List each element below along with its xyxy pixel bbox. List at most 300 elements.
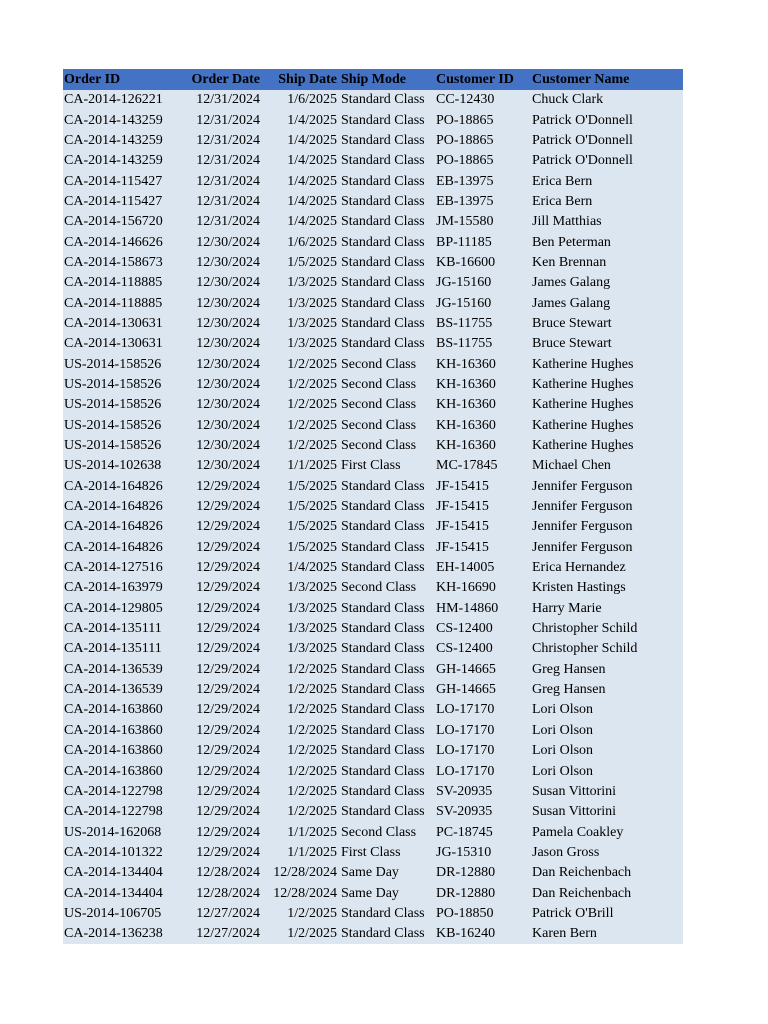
order-id-cell[interactable]: CA-2014-143259 xyxy=(64,132,163,148)
order-date-cell[interactable]: 12/30/2024 xyxy=(196,458,260,474)
customer-id-cell[interactable]: JF-15415 xyxy=(436,519,489,535)
order-id-cell[interactable]: CA-2014-130631 xyxy=(64,336,163,352)
order-id-cell[interactable]: CA-2014-163860 xyxy=(64,743,163,759)
customer-name-cell[interactable]: Bruce Stewart xyxy=(532,336,612,352)
ship-date-cell[interactable]: 1/5/2025 xyxy=(287,539,337,555)
order-date-cell[interactable]: 12/29/2024 xyxy=(196,600,260,616)
ship-mode-cell[interactable]: Standard Class xyxy=(341,254,425,270)
ship-date-cell[interactable]: 1/3/2025 xyxy=(287,275,337,291)
ship-date-cell[interactable]: 1/2/2025 xyxy=(287,376,337,392)
table-row xyxy=(63,131,683,151)
ship-date-cell[interactable]: 1/4/2025 xyxy=(287,132,337,148)
customer-id-cell[interactable]: LO-17170 xyxy=(436,743,495,759)
order-id-cell[interactable]: CA-2014-158673 xyxy=(64,254,163,270)
customer-name-cell[interactable]: Christopher Schild xyxy=(532,641,638,657)
ship-date-cell[interactable]: 12/28/2024 xyxy=(273,885,337,901)
customer-id-cell[interactable]: LO-17170 xyxy=(436,763,495,779)
table-row xyxy=(63,782,683,802)
customer-name-cell[interactable]: Jennifer Ferguson xyxy=(532,478,633,494)
order-date-cell[interactable]: 12/31/2024 xyxy=(196,92,260,108)
customer-name-cell[interactable]: Ken Brennan xyxy=(532,254,607,270)
customer-name-cell[interactable]: Jennifer Ferguson xyxy=(532,539,633,555)
customer-id-cell[interactable]: CS-12400 xyxy=(436,641,493,657)
order-date-cell[interactable]: 12/31/2024 xyxy=(196,214,260,230)
ship-mode-cell[interactable]: Standard Class xyxy=(341,783,425,799)
order-date-cell[interactable]: 12/30/2024 xyxy=(196,275,260,291)
ship-mode-cell[interactable]: Second Class xyxy=(341,580,417,596)
ship-date-cell[interactable]: 1/1/2025 xyxy=(287,458,337,474)
ship-mode-cell[interactable]: Standard Class xyxy=(341,682,425,698)
ship-date-cell[interactable]: 1/5/2025 xyxy=(287,478,337,494)
order-date-cell[interactable]: 12/29/2024 xyxy=(196,844,260,860)
customer-id-cell[interactable]: EH-14005 xyxy=(436,560,495,576)
ship-date-cell[interactable]: 1/2/2025 xyxy=(287,905,337,921)
order-date-cell[interactable]: 12/30/2024 xyxy=(196,336,260,352)
order-id-cell[interactable]: CA-2014-164826 xyxy=(64,478,163,494)
customer-name-cell[interactable]: Lori Olson xyxy=(532,763,594,779)
table-row xyxy=(63,273,683,293)
table-row xyxy=(63,863,683,883)
ship-date-cell[interactable]: 1/5/2025 xyxy=(287,254,337,270)
order-id-cell[interactable]: CA-2014-115427 xyxy=(64,193,163,209)
customer-id-cell[interactable]: DR-12880 xyxy=(436,885,496,901)
table-row xyxy=(63,741,683,761)
customer-name-cell[interactable]: Christopher Schild xyxy=(532,621,638,637)
order-id-cell[interactable]: CA-2014-129805 xyxy=(64,600,163,616)
table-row xyxy=(63,599,683,619)
customer-id-cell[interactable]: LO-17170 xyxy=(436,702,495,718)
customer-name-cell[interactable]: Lori Olson xyxy=(532,722,594,738)
table-row xyxy=(63,436,683,456)
order-date-cell[interactable]: 12/31/2024 xyxy=(196,193,260,209)
order-id-cell[interactable]: CA-2014-164826 xyxy=(64,519,163,535)
table-row xyxy=(63,314,683,334)
customer-name-cell[interactable]: Michael Chen xyxy=(532,458,611,474)
customer-name-cell[interactable]: Harry Marie xyxy=(532,600,602,616)
customer-name-cell[interactable]: Dan Reichenbach xyxy=(532,865,632,881)
table-row xyxy=(63,822,683,842)
ship-mode-cell[interactable]: Standard Class xyxy=(341,539,425,555)
customer-id-cell[interactable]: KH-16360 xyxy=(436,438,496,454)
order-id-cell[interactable]: CA-2014-136539 xyxy=(64,661,163,677)
customer-id-cell[interactable]: PO-18865 xyxy=(436,132,494,148)
customer-name-cell[interactable]: Jason Gross xyxy=(532,844,600,860)
customer-name-cell[interactable]: Katherine Hughes xyxy=(532,397,634,413)
customer-name-cell[interactable]: Katherine Hughes xyxy=(532,376,634,392)
ship-mode-cell[interactable]: Second Class xyxy=(341,824,417,840)
table-row xyxy=(63,477,683,497)
table-row xyxy=(63,558,683,578)
orders-table xyxy=(63,69,683,944)
order-id-cell[interactable]: CA-2014-156720 xyxy=(64,214,163,230)
order-date-cell[interactable]: 12/27/2024 xyxy=(196,905,260,921)
customer-name-cell[interactable]: Pamela Coakley xyxy=(532,824,624,840)
ship-mode-cell[interactable]: Standard Class xyxy=(341,702,425,718)
table-row xyxy=(63,517,683,537)
ship-mode-cell[interactable]: Standard Class xyxy=(341,722,425,738)
order-id-cell[interactable]: CA-2014-163860 xyxy=(64,722,163,738)
customer-name-cell[interactable]: Erica Bern xyxy=(532,173,593,189)
customer-name-cell[interactable]: Dan Reichenbach xyxy=(532,885,632,901)
customer-id-cell[interactable]: JM-15580 xyxy=(436,214,494,230)
header-order-date[interactable]: Order Date xyxy=(191,71,260,87)
header-customer-name[interactable]: Customer Name xyxy=(532,71,630,87)
order-id-cell[interactable]: CA-2014-136539 xyxy=(64,682,163,698)
order-id-cell[interactable]: CA-2014-163860 xyxy=(64,763,163,779)
ship-date-cell[interactable]: 1/4/2025 xyxy=(287,560,337,576)
customer-name-cell[interactable]: Patrick O'Donnell xyxy=(532,153,633,169)
order-date-cell[interactable]: 12/29/2024 xyxy=(196,824,260,840)
table-row xyxy=(63,761,683,781)
ship-mode-cell[interactable]: Standard Class xyxy=(341,153,425,169)
table-row xyxy=(63,90,683,110)
ship-mode-cell[interactable]: Standard Class xyxy=(341,315,425,331)
order-id-cell[interactable]: CA-2014-101322 xyxy=(64,844,163,860)
customer-id-cell[interactable]: KH-16360 xyxy=(436,356,496,372)
order-date-cell[interactable]: 12/30/2024 xyxy=(196,438,260,454)
order-date-cell[interactable]: 12/29/2024 xyxy=(196,560,260,576)
table-row xyxy=(63,619,683,639)
customer-name-cell[interactable]: Patrick O'Donnell xyxy=(532,112,633,128)
order-id-cell[interactable]: CA-2014-118885 xyxy=(64,295,163,311)
order-date-cell[interactable]: 12/29/2024 xyxy=(196,804,260,820)
order-id-cell[interactable]: CA-2014-164826 xyxy=(64,499,163,515)
table-row xyxy=(63,578,683,598)
customer-id-cell[interactable]: EB-13975 xyxy=(436,193,494,209)
order-id-cell[interactable]: US-2014-158526 xyxy=(64,376,162,392)
ship-mode-cell[interactable]: Standard Class xyxy=(341,905,425,921)
ship-mode-cell[interactable]: Second Class xyxy=(341,376,417,392)
ship-date-cell[interactable]: 1/1/2025 xyxy=(287,844,337,860)
order-id-cell[interactable]: US-2014-106705 xyxy=(64,905,162,921)
customer-name-cell[interactable]: Ben Peterman xyxy=(532,234,611,250)
ship-mode-cell[interactable]: Standard Class xyxy=(341,478,425,494)
order-id-cell[interactable]: CA-2014-122798 xyxy=(64,783,163,799)
ship-date-cell[interactable]: 1/4/2025 xyxy=(287,193,337,209)
ship-date-cell[interactable]: 1/2/2025 xyxy=(287,722,337,738)
order-date-cell[interactable]: 12/30/2024 xyxy=(196,376,260,392)
order-id-cell[interactable]: CA-2014-122798 xyxy=(64,804,163,820)
customer-id-cell[interactable]: JG-15160 xyxy=(436,295,492,311)
ship-mode-cell[interactable]: First Class xyxy=(341,458,401,474)
order-id-cell[interactable]: CA-2014-127516 xyxy=(64,560,163,576)
table-row xyxy=(63,110,683,130)
customer-id-cell[interactable]: PC-18745 xyxy=(436,824,493,840)
customer-id-cell[interactable]: JF-15415 xyxy=(436,539,489,555)
header-order-id[interactable]: Order ID xyxy=(64,71,121,87)
customer-name-cell[interactable]: Susan Vittorini xyxy=(532,804,617,820)
ship-date-cell[interactable]: 1/3/2025 xyxy=(287,580,337,596)
table-row xyxy=(63,293,683,313)
customer-id-cell[interactable]: GH-14665 xyxy=(436,661,496,677)
ship-date-cell[interactable]: 1/2/2025 xyxy=(287,661,337,677)
order-id-cell[interactable]: CA-2014-143259 xyxy=(64,112,163,128)
order-id-cell[interactable]: CA-2014-135111 xyxy=(64,641,162,657)
customer-name-cell[interactable]: Greg Hansen xyxy=(532,682,606,698)
order-date-cell[interactable]: 12/31/2024 xyxy=(196,112,260,128)
ship-date-cell[interactable]: 1/2/2025 xyxy=(287,763,337,779)
order-date-cell[interactable]: 12/30/2024 xyxy=(196,315,260,331)
customer-id-cell[interactable]: BS-11755 xyxy=(436,336,493,352)
ship-date-cell[interactable]: 1/2/2025 xyxy=(287,702,337,718)
customer-id-cell[interactable]: KH-16360 xyxy=(436,376,496,392)
table-row xyxy=(63,924,683,944)
order-id-cell[interactable]: CA-2014-115427 xyxy=(64,173,163,189)
ship-date-cell[interactable]: 1/5/2025 xyxy=(287,499,337,515)
ship-date-cell[interactable]: 1/5/2025 xyxy=(287,519,337,535)
order-date-cell[interactable]: 12/30/2024 xyxy=(196,295,260,311)
ship-mode-cell[interactable]: Standard Class xyxy=(341,621,425,637)
order-date-cell[interactable]: 12/30/2024 xyxy=(196,397,260,413)
order-date-cell[interactable]: 12/30/2024 xyxy=(196,254,260,270)
ship-mode-cell[interactable]: Standard Class xyxy=(341,275,425,291)
orders-table-container xyxy=(63,69,683,944)
table-row xyxy=(63,253,683,273)
customer-name-cell[interactable]: Lori Olson xyxy=(532,743,594,759)
order-id-cell[interactable]: US-2014-158526 xyxy=(64,397,162,413)
customer-name-cell[interactable]: James Galang xyxy=(532,295,611,311)
customer-name-cell[interactable]: Chuck Clark xyxy=(532,92,604,108)
order-date-cell[interactable]: 12/29/2024 xyxy=(196,519,260,535)
order-date-cell[interactable]: 12/28/2024 xyxy=(196,885,260,901)
order-id-cell[interactable]: CA-2014-118885 xyxy=(64,275,163,291)
table-row xyxy=(63,843,683,863)
table-row xyxy=(63,395,683,415)
customer-name-cell[interactable]: Patrick O'Donnell xyxy=(532,132,633,148)
ship-date-cell[interactable]: 1/3/2025 xyxy=(287,600,337,616)
ship-date-cell[interactable]: 1/3/2025 xyxy=(287,295,337,311)
ship-date-cell[interactable]: 12/28/2024 xyxy=(273,865,337,881)
order-date-cell[interactable]: 12/28/2024 xyxy=(196,865,260,881)
order-id-cell[interactable]: CA-2014-146626 xyxy=(64,234,163,250)
ship-mode-cell[interactable]: First Class xyxy=(341,844,401,860)
table-row xyxy=(63,354,683,374)
order-date-cell[interactable]: 12/29/2024 xyxy=(196,580,260,596)
ship-mode-cell[interactable]: Same Day xyxy=(341,865,399,881)
ship-mode-cell[interactable]: Standard Class xyxy=(341,295,425,311)
order-date-cell[interactable]: 12/29/2024 xyxy=(196,661,260,677)
ship-date-cell[interactable]: 1/2/2025 xyxy=(287,926,337,942)
customer-id-cell[interactable]: KB-16240 xyxy=(436,926,496,942)
order-date-cell[interactable]: 12/29/2024 xyxy=(196,743,260,759)
customer-id-cell[interactable]: JF-15415 xyxy=(436,478,489,494)
order-id-cell[interactable]: US-2014-158526 xyxy=(64,417,162,433)
customer-id-cell[interactable]: KH-16360 xyxy=(436,397,496,413)
customer-name-cell[interactable]: Erica Bern xyxy=(532,193,593,209)
ship-mode-cell[interactable]: Same Day xyxy=(341,885,399,901)
customer-id-cell[interactable]: KH-16690 xyxy=(436,580,496,596)
ship-mode-cell[interactable]: Standard Class xyxy=(341,112,425,128)
ship-date-cell[interactable]: 1/4/2025 xyxy=(287,173,337,189)
customer-id-cell[interactable]: KB-16600 xyxy=(436,254,496,270)
order-date-cell[interactable]: 12/29/2024 xyxy=(196,621,260,637)
order-id-cell[interactable]: CA-2014-135111 xyxy=(64,621,162,637)
customer-id-cell[interactable]: JF-15415 xyxy=(436,499,489,515)
table-row xyxy=(63,456,683,476)
order-date-cell[interactable]: 12/30/2024 xyxy=(196,356,260,372)
order-id-cell[interactable]: US-2014-102638 xyxy=(64,458,162,474)
table-row xyxy=(63,151,683,171)
order-date-cell[interactable]: 12/29/2024 xyxy=(196,702,260,718)
customer-id-cell[interactable]: SV-20935 xyxy=(436,804,493,820)
order-date-cell[interactable]: 12/31/2024 xyxy=(196,153,260,169)
customer-id-cell[interactable]: GH-14665 xyxy=(436,682,496,698)
table-header-row xyxy=(63,69,683,90)
order-id-cell[interactable]: CA-2014-163860 xyxy=(64,702,163,718)
order-date-cell[interactable]: 12/27/2024 xyxy=(196,926,260,942)
table-row xyxy=(63,192,683,212)
customer-name-cell[interactable]: Jennifer Ferguson xyxy=(532,519,633,535)
order-date-cell[interactable]: 12/31/2024 xyxy=(196,132,260,148)
ship-mode-cell[interactable]: Standard Class xyxy=(341,92,425,108)
order-date-cell[interactable]: 12/30/2024 xyxy=(196,417,260,433)
ship-date-cell[interactable]: 1/2/2025 xyxy=(287,397,337,413)
ship-date-cell[interactable]: 1/2/2025 xyxy=(287,783,337,799)
table-row xyxy=(63,212,683,232)
ship-date-cell[interactable]: 1/2/2025 xyxy=(287,417,337,433)
order-date-cell[interactable]: 12/29/2024 xyxy=(196,722,260,738)
ship-mode-cell[interactable]: Standard Class xyxy=(341,336,425,352)
customer-id-cell[interactable]: PO-18850 xyxy=(436,905,494,921)
customer-name-cell[interactable]: Jennifer Ferguson xyxy=(532,499,633,515)
ship-mode-cell[interactable]: Standard Class xyxy=(341,926,425,942)
customer-id-cell[interactable]: CC-12430 xyxy=(436,92,495,108)
order-date-cell[interactable]: 12/29/2024 xyxy=(196,682,260,698)
customer-name-cell[interactable]: Karen Bern xyxy=(532,926,597,942)
customer-name-cell[interactable]: Greg Hansen xyxy=(532,661,606,677)
order-id-cell[interactable]: CA-2014-134404 xyxy=(64,885,163,901)
ship-mode-cell[interactable]: Standard Class xyxy=(341,519,425,535)
customer-id-cell[interactable]: DR-12880 xyxy=(436,865,496,881)
customer-name-cell[interactable]: Bruce Stewart xyxy=(532,315,612,331)
order-date-cell[interactable]: 12/31/2024 xyxy=(196,173,260,189)
table-row xyxy=(63,904,683,924)
order-date-cell[interactable]: 12/29/2024 xyxy=(196,499,260,515)
ship-date-cell[interactable]: 1/2/2025 xyxy=(287,682,337,698)
customer-id-cell[interactable]: PO-18865 xyxy=(436,112,494,128)
ship-date-cell[interactable]: 1/2/2025 xyxy=(287,743,337,759)
order-date-cell[interactable]: 12/29/2024 xyxy=(196,783,260,799)
customer-id-cell[interactable]: BP-11185 xyxy=(436,234,492,250)
order-id-cell[interactable]: US-2014-158526 xyxy=(64,438,162,454)
order-date-cell[interactable]: 12/29/2024 xyxy=(196,539,260,555)
ship-date-cell[interactable]: 1/2/2025 xyxy=(287,356,337,372)
header-ship-date[interactable]: Ship Date xyxy=(278,71,337,87)
order-date-cell[interactable]: 12/29/2024 xyxy=(196,641,260,657)
order-id-cell[interactable]: CA-2014-164826 xyxy=(64,539,163,555)
ship-mode-cell[interactable]: Standard Class xyxy=(341,193,425,209)
table-row xyxy=(63,232,683,252)
customer-name-cell[interactable]: Kristen Hastings xyxy=(532,580,626,596)
ship-mode-cell[interactable]: Standard Class xyxy=(341,499,425,515)
order-id-cell[interactable]: US-2014-158526 xyxy=(64,356,162,372)
ship-date-cell[interactable]: 1/3/2025 xyxy=(287,336,337,352)
ship-date-cell[interactable]: 1/3/2025 xyxy=(287,315,337,331)
table-body xyxy=(63,90,683,944)
ship-mode-cell[interactable]: Standard Class xyxy=(341,600,425,616)
ship-date-cell[interactable]: 1/2/2025 xyxy=(287,438,337,454)
customer-id-cell[interactable]: JG-15160 xyxy=(436,275,492,291)
ship-mode-cell[interactable]: Second Class xyxy=(341,356,417,372)
table-row xyxy=(63,660,683,680)
ship-mode-cell[interactable]: Standard Class xyxy=(341,560,425,576)
ship-mode-cell[interactable]: Second Class xyxy=(341,417,417,433)
order-id-cell[interactable]: CA-2014-136238 xyxy=(64,926,163,942)
order-id-cell[interactable]: CA-2014-163979 xyxy=(64,580,163,596)
customer-name-cell[interactable]: Susan Vittorini xyxy=(532,783,617,799)
ship-date-cell[interactable]: 1/4/2025 xyxy=(287,112,337,128)
ship-mode-cell[interactable]: Standard Class xyxy=(341,763,425,779)
table-row xyxy=(63,700,683,720)
ship-mode-cell[interactable]: Standard Class xyxy=(341,641,425,657)
table-row xyxy=(63,171,683,191)
ship-mode-cell[interactable]: Standard Class xyxy=(341,214,425,230)
ship-date-cell[interactable]: 1/1/2025 xyxy=(287,824,337,840)
table-row xyxy=(63,802,683,822)
table-row xyxy=(63,375,683,395)
ship-mode-cell[interactable]: Standard Class xyxy=(341,743,425,759)
ship-date-cell[interactable]: 1/6/2025 xyxy=(287,92,337,108)
ship-mode-cell[interactable]: Standard Class xyxy=(341,804,425,820)
customer-name-cell[interactable]: Katherine Hughes xyxy=(532,438,634,454)
customer-id-cell[interactable]: BS-11755 xyxy=(436,315,493,331)
order-id-cell[interactable]: CA-2014-130631 xyxy=(64,315,163,331)
header-customer-id[interactable]: Customer ID xyxy=(436,71,514,87)
order-date-cell[interactable]: 12/30/2024 xyxy=(196,234,260,250)
ship-mode-cell[interactable]: Standard Class xyxy=(341,132,425,148)
customer-id-cell[interactable]: MC-17845 xyxy=(436,458,498,474)
table-row xyxy=(63,334,683,354)
customer-id-cell[interactable]: HM-14860 xyxy=(436,600,499,616)
order-date-cell[interactable]: 12/29/2024 xyxy=(196,478,260,494)
customer-id-cell[interactable]: SV-20935 xyxy=(436,783,493,799)
customer-name-cell[interactable]: Lori Olson xyxy=(532,702,594,718)
order-id-cell[interactable]: CA-2014-143259 xyxy=(64,153,163,169)
customer-name-cell[interactable]: Katherine Hughes xyxy=(532,417,634,433)
ship-mode-cell[interactable]: Standard Class xyxy=(341,234,425,250)
customer-id-cell[interactable]: PO-18865 xyxy=(436,153,494,169)
customer-id-cell[interactable]: JG-15310 xyxy=(436,844,492,860)
customer-id-cell[interactable]: EB-13975 xyxy=(436,173,494,189)
customer-name-cell[interactable]: Jill Matthias xyxy=(532,214,602,230)
order-id-cell[interactable]: US-2014-162068 xyxy=(64,824,162,840)
order-date-cell[interactable]: 12/29/2024 xyxy=(196,763,260,779)
ship-mode-cell[interactable]: Second Class xyxy=(341,438,417,454)
customer-id-cell[interactable]: LO-17170 xyxy=(436,722,495,738)
customer-id-cell[interactable]: KH-16360 xyxy=(436,417,496,433)
ship-date-cell[interactable]: 1/4/2025 xyxy=(287,214,337,230)
table-row xyxy=(63,497,683,517)
ship-date-cell[interactable]: 1/2/2025 xyxy=(287,804,337,820)
ship-mode-cell[interactable]: Standard Class xyxy=(341,173,425,189)
order-id-cell[interactable]: CA-2014-126221 xyxy=(64,92,163,108)
customer-name-cell[interactable]: Erica Hernandez xyxy=(532,560,626,576)
table-row xyxy=(63,721,683,741)
table-row xyxy=(63,639,683,659)
customer-name-cell[interactable]: James Galang xyxy=(532,275,611,291)
ship-mode-cell[interactable]: Second Class xyxy=(341,397,417,413)
ship-date-cell[interactable]: 1/3/2025 xyxy=(287,641,337,657)
ship-date-cell[interactable]: 1/3/2025 xyxy=(287,621,337,637)
ship-date-cell[interactable]: 1/4/2025 xyxy=(287,153,337,169)
customer-name-cell[interactable]: Katherine Hughes xyxy=(532,356,634,372)
header-ship-mode[interactable]: Ship Mode xyxy=(341,71,406,87)
customer-name-cell[interactable]: Patrick O'Brill xyxy=(532,905,614,921)
ship-date-cell[interactable]: 1/6/2025 xyxy=(287,234,337,250)
order-id-cell[interactable]: CA-2014-134404 xyxy=(64,865,163,881)
customer-id-cell[interactable]: CS-12400 xyxy=(436,621,493,637)
ship-mode-cell[interactable]: Standard Class xyxy=(341,661,425,677)
